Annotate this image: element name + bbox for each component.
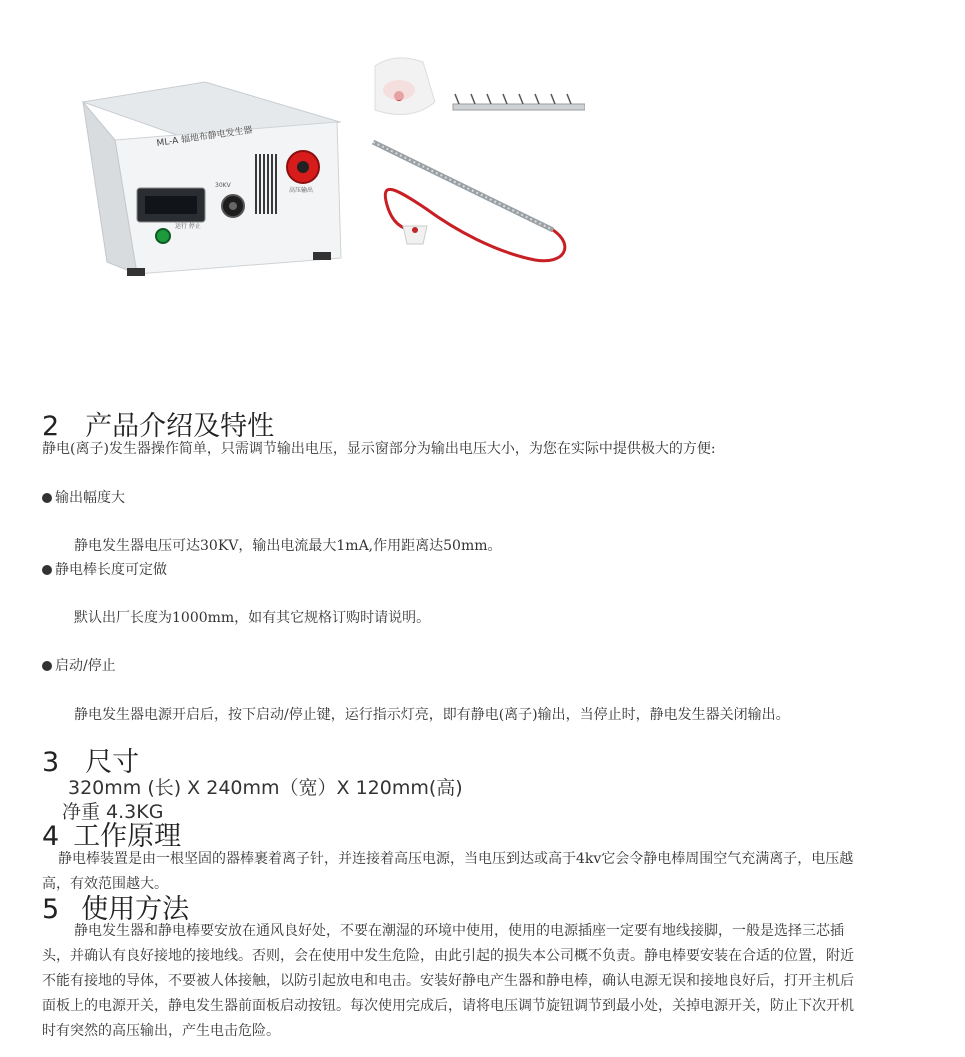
- weight-spec: 净重 4.3KG: [62, 801, 164, 823]
- usage-paragraph: 静电发生器和静电棒要安放在通风良好处，不要在潮湿的环境中使用，使用的电源插座一定要有地线接脚，一般是选择三芯插头，并确认有良好接地的接地线。否则，会在使用中发生危险，由此引起的损失本公司概不负责。静电棒要安装在合适的位置，附近不能有接地的导体，不要被人体接触，以防引起放电和电击。安装好静电产生器和静电棒，确认电源无误和接地良好后，打开主机后面板上的电源开关，静电发生器前面板启动按钮。每次使用完成后，请将电压调节旋钮调节到最小处，关掉电源开关，防止下次开机时有突然的高压输出，产生电击危险。: [42, 923, 854, 1039]
- svg-text:30KV: 30KV: [215, 182, 231, 189]
- feature-title: 启动/停止: [42, 656, 116, 676]
- section-number: 4: [42, 821, 60, 852]
- svg-text:高压输出: 高压输出: [289, 187, 314, 194]
- principle-paragraph: 静电棒装置是由一根坚固的器棒裹着离子针，并连接着高压电源，当电压到达或高于4kv它会令静电棒周围空气充满离子，电压越高，有效范围越大。: [42, 851, 854, 892]
- feature-description: 静电发生器电源开启后，按下启动/停止键，运行指示灯亮，即有静电(离子)输出，当停止时，静电发生器关闭输出。: [74, 707, 790, 723]
- section-title: 产品介绍及特性: [85, 411, 275, 442]
- dimension-spec: 320mm (长) X 240mm（宽）X 120mm(高): [68, 777, 463, 799]
- section-title: 使用方法: [81, 894, 190, 925]
- feature-description: 静电发生器电压可达30KV，输出电流最大1mA,作用距离达50mm。: [74, 538, 502, 554]
- svg-text:运行 停止: 运行 停止: [175, 223, 201, 230]
- ion-needle-strip: [453, 94, 585, 110]
- device-panel-title: ML-A 辐地布静电发生器: [156, 125, 254, 149]
- bullet-icon: [42, 493, 52, 503]
- start-stop-button: [156, 229, 170, 243]
- section-number: 3: [42, 747, 60, 778]
- bullet-icon: [42, 565, 52, 575]
- section-title: 工作原理: [73, 821, 182, 852]
- bullet-icon: [42, 661, 52, 671]
- feature-description: 默认出厂长度为1000mm，如有其它规格订购时请说明。: [74, 610, 431, 626]
- paragraph-intro: 静电(离子)发生器操作简单，只需调节输出电压，显示窗部分为输出电压大小，为您在实际中提供极大的方便:: [42, 441, 716, 457]
- section-number: 5: [42, 894, 60, 925]
- section-heading: [42, 748, 139, 778]
- feature-title: 输出幅度大: [42, 488, 125, 508]
- section-title: 尺寸: [85, 747, 140, 778]
- feature-title: 静电棒长度可定做: [42, 560, 167, 580]
- section-number: 2: [42, 411, 60, 442]
- product-photo: [75, 30, 585, 390]
